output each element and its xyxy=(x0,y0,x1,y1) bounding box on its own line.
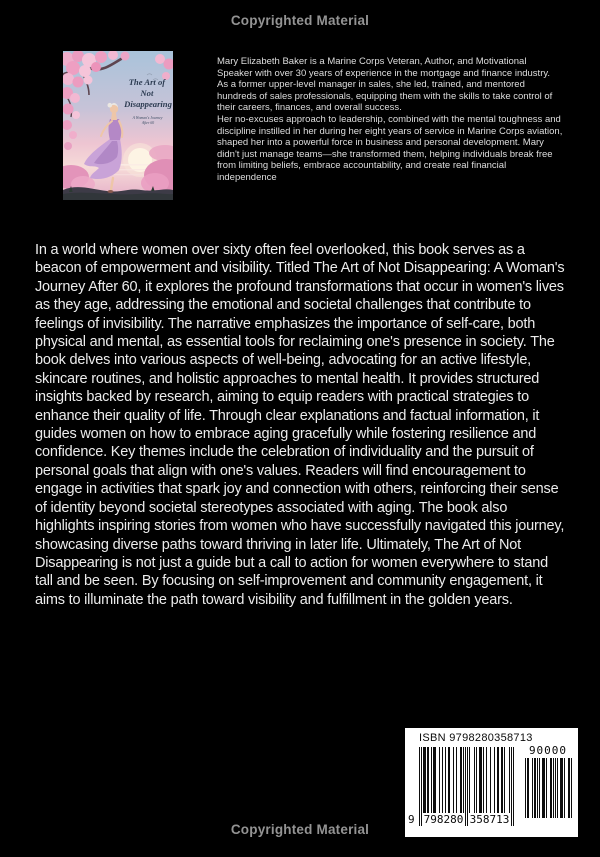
isbn-label: ISBN 9798280358713 xyxy=(419,732,533,744)
copyright-watermark-top: Copyrighted Material xyxy=(230,13,370,28)
cover-title: The Art of Not Disappearing xyxy=(124,77,172,109)
author-bio-paragraph-2: Her no-excuses approach to leadership, combined with the mental toughness and discipline instilled in her during her eight years of service in Marine Corps aviation, shaped her into a powerful force in business and personal development. Mary didn't just manage teams—she transformed them, helping individuals break free from limiting beliefs, embrace accountability, and create real financial independence xyxy=(217,113,563,183)
author-bio-paragraph-1: Mary Elizabeth Baker is a Marine Corps Veteran, Author, and Motivational Speaker with over 30 years of experience in the mortgage and finance industry. As a former upper-level manager in sales, she led, trained, and mentored hundreds of sales professionals, equipping them with the skills to take control of their careers, finances, and overall success. xyxy=(217,56,553,114)
supplement-value: 90000 xyxy=(528,744,568,757)
barcode-digit-group2: 358713 xyxy=(469,813,510,826)
book-description xyxy=(35,241,568,609)
book-description-text: In a world where women over sixty often feel overlooked, this book serves as a beacon of empowerment and visibility. Titled The Art of Not Disappearing: A Woman's Journey After 60, it explores the profound transformations that occur in women's lives as they age, addressing the emotional and societal challenges that contribute to feelings of invisibility. The narrative emphasizes the importance of self-care, both physical and mental, as essential tools for reclaiming one's presence in society. The book delves into various aspects of well-being, advocating for an active lifestyle, skincare routines, and holistic approaches to mental health. It provides structured insights backed by research, aiming to equip readers with practical strategies to enhance their quality of life. Through clear explanations and factual information, it guides women on how to embrace aging gracefully while fostering resilience and confidence. Key themes include the celebration of individuality and the pursuit of personal goals that align with one's values. Readers will find encouragement to engage in activities that spark joy and connection with others, reinforcing their sense of identity beyond societal stereotypes associated with aging. The book also highlights inspiring stories from women who have successfully navigated this journey, showcasing diverse paths toward thriving in later life. Ultimately, The Art of Not Disappearing is not just a guide but a call to action for women everywhere to stand tall and be seen. By focusing on self-improvement and community engagement, it aims to illuminate the path toward visibility and fulfillment in the golden years. xyxy=(35,242,565,608)
barcode-box xyxy=(405,728,578,837)
book-cover-thumbnail xyxy=(63,51,173,200)
barcode-digit-group1: 798280 xyxy=(423,813,464,826)
supplement-barcode-container xyxy=(524,744,572,818)
author-bio xyxy=(217,56,563,184)
cover-subtitle: A Woman's Journey After 60 xyxy=(132,116,163,125)
copyright-watermark-bottom: Copyrighted Material xyxy=(230,822,370,837)
supplement-barcode xyxy=(524,758,572,818)
ean13-barcode-container xyxy=(408,747,514,826)
cover-art xyxy=(63,51,173,200)
barcode-digit-leading: 9 xyxy=(408,813,415,826)
